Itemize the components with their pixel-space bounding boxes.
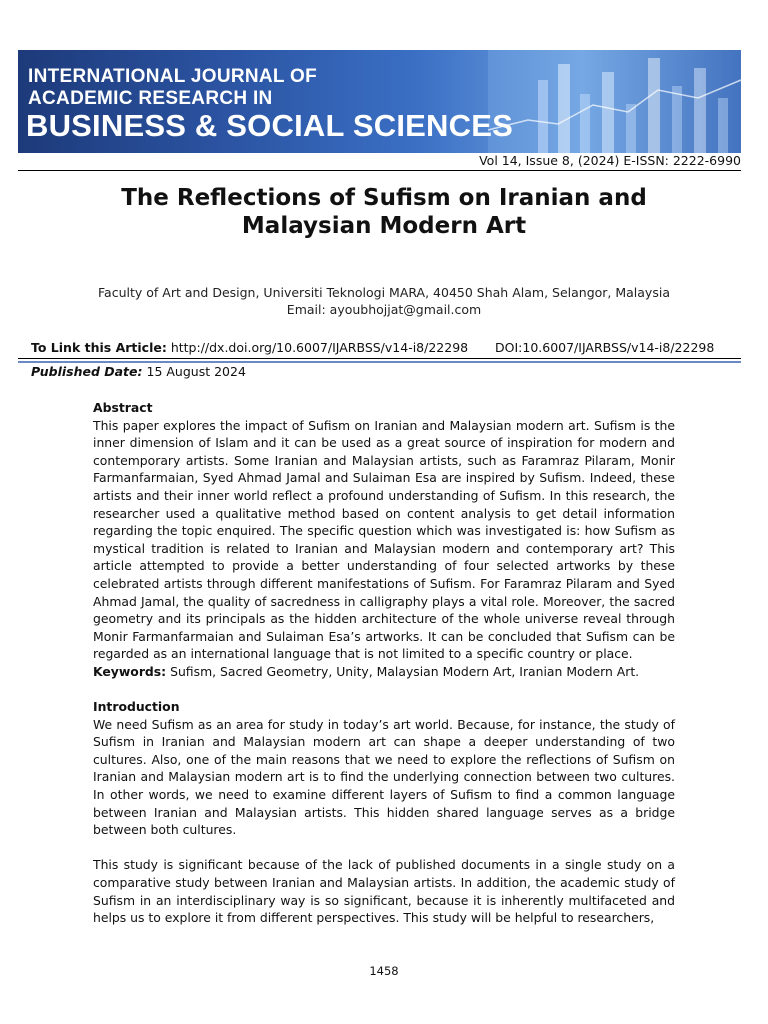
introduction-paragraph-1: We need Sufism as an area for study in today’s art world. Because, for instance, the study of Sufism in Iranian and Malaysian modern art can shape a deeper understanding of two cultures. Also, one of the main reasons that we need to explore the reflections of Sufism on Iranian and Malaysian modern art is to find the underlying connection between two cultures. In other words, we need to examine different layers of Sufism to find a common language between Iranian and Malaysian artists. This hidden shared language serves as a bridge between both cultures. xyxy=(93,716,675,838)
page-number: 1458 xyxy=(369,964,399,978)
introduction-heading: Introduction xyxy=(93,699,180,715)
abstract-text: This paper explores the impact of Sufism on Iranian and Malaysian modern art. Sufism is the inner dimension of Islam and it can be used as a great source of inspiration for modern and contemporary artists. Some Iranian and Malaysian artists, such as Faramraz Pilaram, Monir Farmanfarmaian, Syed Ahmad Jamal and Sulaiman Esa are inspired by Sufism. Indeed, these artists and their inner world reflect a profound understanding of Sufism. In this research, the researcher used a qualitative method based on content analysis to get detail information regarding the topic enquired. The specific question which was investigated is: how Sufism as mystical tradition is related to Iranian and Malaysian modern and contemporary art? This article attempted to provide a better understanding of four selected artworks by these celebrated artists through different manifestations of Sufism. For Faramraz Pilaram and Syed Ahmad Jamal, the quality of sacredness in calligraphy plays a vital role. Moreover, the sacred geometry and its principals as the hidden architecture of the whole universe reveal through Monir Farmanfarmaian and Sulaiman Esa’s artworks. It can be concluded that Sufism can be regarded as an international language that is not limited to a specific country or place. xyxy=(93,417,675,662)
volume-info: Vol 14, Issue 8, (2024) E-ISSN: 2222-6990 xyxy=(479,153,741,168)
article-link[interactable]: http://dx.doi.org/10.6007/IJARBSS/v14-i8/22298 xyxy=(170,340,469,355)
published-date-row xyxy=(31,364,246,379)
author-email: Email: ayoubhojjat@gmail.com xyxy=(286,302,482,317)
journal-banner xyxy=(18,50,741,153)
header-divider xyxy=(18,170,741,171)
article-doi[interactable]: DOI:10.6007/IJARBSS/v14-i8/22298 xyxy=(495,340,715,355)
article-link-row xyxy=(31,340,741,355)
author-affiliation xyxy=(40,284,728,318)
journal-name-line3: BUSINESS & SOCIAL SCIENCES xyxy=(26,108,513,143)
title-line2: Malaysian Modern Art xyxy=(241,213,527,239)
link-divider xyxy=(18,358,741,359)
article-body xyxy=(93,399,675,927)
article-title xyxy=(60,184,708,240)
introduction-paragraph-2: This study is significant because of the lack of published documents in a single study on a comparative study between Iranian and Malaysian artists. In addition, the academic study of Sufism in an interdisciplinary way is so significant, because it is inherently multifaceted and helps us to explore it from different perspectives. This study will be helpful to researchers, xyxy=(93,857,675,926)
keywords-line xyxy=(93,663,675,681)
title-line1: The Reflections of Sufism on Iranian and xyxy=(121,185,647,211)
journal-name-line1: INTERNATIONAL JOURNAL OF xyxy=(28,66,318,87)
link-label: To Link this Article: xyxy=(31,340,167,355)
keywords-text: Sufism, Sacred Geometry, Unity, Malaysian Modern Art, Iranian Modern Art. xyxy=(170,663,640,679)
affiliation-text: Faculty of Art and Design, Universiti Teknologi MARA, 40450 Shah Alam, Selangor, Malaysia xyxy=(98,285,670,300)
abstract-heading: Abstract xyxy=(93,400,153,415)
published-label: Published Date: xyxy=(31,364,143,379)
published-date: 15 August 2024 xyxy=(146,364,246,379)
journal-name-line2: ACADEMIC RESEARCH IN xyxy=(28,88,273,109)
keywords-label: Keywords: xyxy=(93,663,167,679)
link-divider-accent xyxy=(18,361,741,363)
